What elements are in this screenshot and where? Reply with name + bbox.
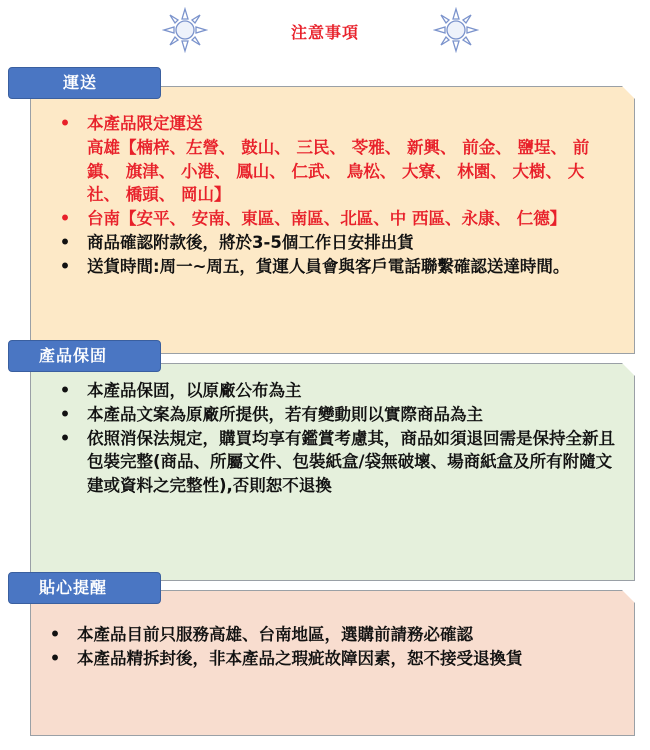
list-item: • 本產品限定運送 bbox=[59, 114, 203, 133]
sun-icon bbox=[433, 7, 479, 53]
list-item: • 本產品目前只服務高雄、台南地區，選購前請務必確認 bbox=[49, 625, 473, 644]
list-item: • 依照消保法規定，購買均享有鑑賞考慮其，商品如須退回需是保持全新且包裝完整(商品、所屬文件、包裝紙盒/袋無破壞、場商紙盒及所有附隨文建或資料之完整性),否則恕不退換 bbox=[59, 428, 615, 496]
warranty-list bbox=[55, 379, 615, 498]
list-item: • 商品確認附款後，將於3-5個工作日安排出貨 bbox=[59, 232, 414, 252]
list-item: • 本產品精拆封後，非本產品之瑕疵故障因素，恕不接受退換貨 bbox=[49, 648, 523, 668]
shipping-list bbox=[55, 112, 615, 279]
list-item: 高雄【楠梓、左營、 鼓山、 三民、 苓雅、 新興、 前金、 鹽埕、 前鎮、 旗津、 小港、 鳳山、 仁武、 鳥松、 大寮、 林園、 大樹、 大社、 橋頭、 岡山】 bbox=[87, 137, 590, 205]
reminder-section-tab: 貼心提醒 bbox=[8, 572, 161, 604]
page-title: 注意事項 bbox=[290, 23, 359, 42]
warranty-section-tab: 產品保固 bbox=[8, 340, 161, 372]
list-item: • 台南【安平、 安南、東區、南區、北區、中 西區、永康、 仁德】 bbox=[59, 209, 567, 229]
shipping-section-tab: 運送 bbox=[8, 67, 161, 99]
reminder-list bbox=[45, 623, 620, 671]
list-item: • 送貨時間:周一~周五，貨運人員會與客戶電話聯繫確認送達時間。 bbox=[59, 256, 570, 276]
list-item: • 本產品文案為原廠所提供，若有變動則以實際商品為主 bbox=[59, 404, 483, 424]
header bbox=[0, 0, 650, 62]
list-item: • 本產品保固，以原廠公布為主 bbox=[59, 381, 302, 400]
